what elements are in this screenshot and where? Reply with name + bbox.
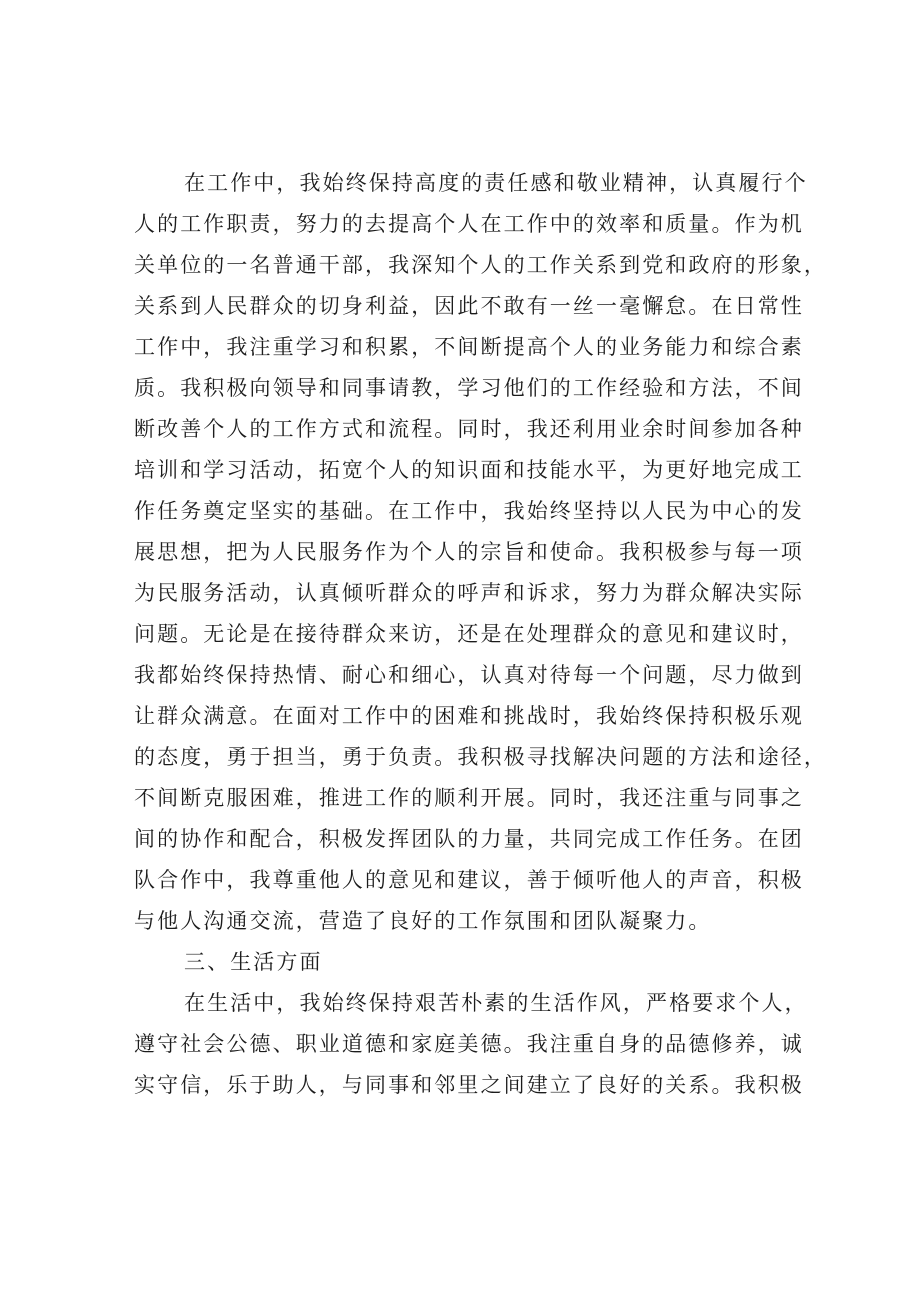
- paragraph-line: 与他人沟通交流，营造了良好的工作氛围和团队凝聚力。: [134, 909, 712, 933]
- paragraph-line: 培训和学习活动，拓宽个人的知识面和技能水平，为更好地完成工: [134, 458, 804, 482]
- paragraph-line: 让群众满意。在面对工作中的困难和挑战时，我始终保持积极乐观: [134, 704, 804, 728]
- section-heading: 三、生活方面: [184, 950, 323, 974]
- paragraph-line: 为民服务活动，认真倾听群众的呼声和诉求，努力为群众解决实际: [134, 581, 804, 605]
- paragraph-line: 的态度，勇于担当，勇于负责。我积极寻找解决问题的方法和途径，: [134, 745, 827, 769]
- paragraph-line: 遵守社会公德、职业道德和家庭美德。我注重自身的品德修养，诚: [134, 1032, 804, 1056]
- paragraph-line: 关系到人民群众的切身利益，因此不敢有一丝一毫懈怠。在日常性: [134, 294, 804, 318]
- paragraph-line: 质。我积极向领导和同事请教，学习他们的工作经验和方法，不间: [134, 376, 804, 400]
- paragraph-line: 队合作中，我尊重他人的意见和建议，善于倾听他人的声音，积极: [134, 868, 804, 892]
- paragraph-line: 我都始终保持热情、耐心和细心，认真对待每一个问题，尽力做到: [134, 663, 804, 687]
- paragraph-line: 人的工作职责，努力的去提高个人在工作中的效率和质量。作为机: [134, 212, 804, 236]
- paragraph-line: 作任务奠定坚实的基础。在工作中，我始终坚持以人民为中心的发: [134, 499, 804, 523]
- paragraph-line: 实守信，乐于助人，与同事和邻里之间建立了良好的关系。我积极: [134, 1073, 804, 1097]
- document-body: [134, 163, 827, 1106]
- paragraph-line: 不间断克服困难，推进工作的顺利开展。同时，我还注重与同事之: [134, 786, 804, 810]
- paragraph-line: 在工作中，我始终保持高度的责任感和敬业精神，认真履行个: [184, 171, 808, 195]
- paragraph-line: 展思想，把为人民服务作为个人的宗旨和使命。我积极参与每一项: [134, 540, 804, 564]
- paragraph-line: 间的协作和配合，积极发挥团队的力量，共同完成工作任务。在团: [134, 827, 804, 851]
- paragraph-line: 在生活中，我始终保持艰苦朴素的生活作风，严格要求个人，: [184, 991, 808, 1015]
- paragraph-line: 断改善个人的工作方式和流程。同时，我还利用业余时间参加各种: [134, 417, 804, 441]
- paragraph-line: 工作中，我注重学习和积累，不间断提高个人的业务能力和综合素: [134, 335, 804, 359]
- paragraph-line: 关单位的一名普通干部，我深知个人的工作关系到党和政府的形象，: [134, 253, 827, 277]
- paragraph-line: 问题。无论是在接待群众来访，还是在处理群众的意见和建议时，: [134, 622, 804, 646]
